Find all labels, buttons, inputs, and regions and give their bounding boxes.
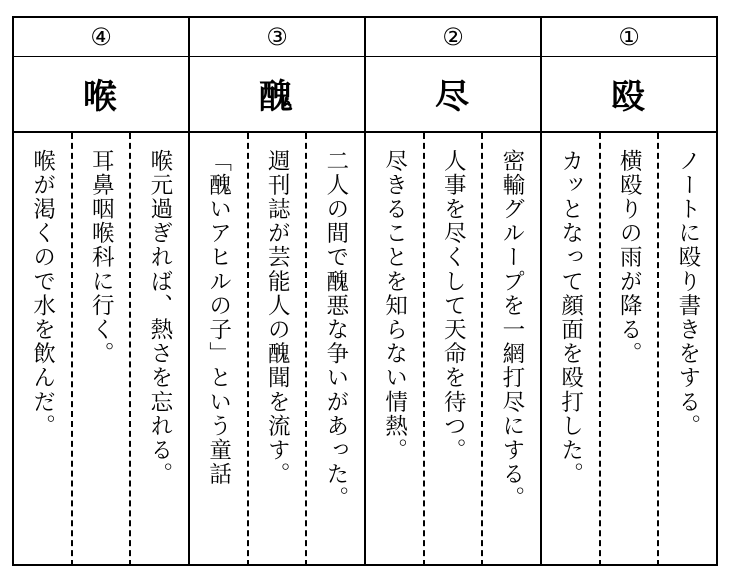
sentence-cell — [659, 133, 716, 566]
sentence-text: 週刊誌が芸能人の醜聞を流す。 — [264, 149, 291, 487]
column-sentences-4 — [14, 133, 188, 566]
column-number-1: ① — [618, 23, 640, 51]
column-sentences-1 — [542, 133, 716, 566]
sentence-cell — [131, 133, 188, 566]
sentence-cell — [601, 133, 660, 566]
sentence-text: 二人の間で醜悪な争いがあった。 — [322, 149, 349, 511]
sentence-text: ノートに殴り書きをする。 — [674, 149, 701, 439]
sentence-text: 人事を尽くして天命を待つ。 — [440, 149, 467, 463]
sentence-cell — [190, 133, 249, 566]
sentence-cell — [425, 133, 484, 566]
sentence-cell — [542, 133, 601, 566]
sentence-text: 喉元過ぎれば、熱さを忘れる。 — [146, 149, 173, 487]
sentence-text: 横殴りの雨が降る。 — [616, 149, 643, 366]
sentence-text: 「醜いアヒルの子」という童話 — [205, 149, 232, 487]
column-sentences-2 — [366, 133, 540, 566]
sentence-text: 耳鼻咽喉科に行く。 — [88, 149, 115, 366]
sentence-cell — [249, 133, 308, 566]
column-number-4: ④ — [90, 23, 112, 51]
column-number-2: ② — [442, 23, 464, 51]
sentence-cell — [73, 133, 132, 566]
sentence-cell — [307, 133, 364, 566]
sentence-text: 密輸グループを一網打尽にする。 — [498, 149, 525, 511]
sentence-text: カッとなって顔面を殴打した。 — [557, 149, 584, 487]
sentence-text: 喉が渇くので水を飲んだ。 — [29, 149, 56, 439]
sentence-cell — [366, 133, 425, 566]
sentence-text: 尽きることを知らない情熱。 — [381, 149, 408, 463]
column-kanji-3: 醜 — [259, 77, 295, 117]
column-sentences-3 — [190, 133, 364, 566]
kanji-worksheet-table — [12, 16, 718, 566]
column-kanji-1: 殴 — [611, 77, 647, 117]
sentence-cell — [14, 133, 73, 566]
column-kanji-4: 喉 — [83, 77, 119, 117]
column-kanji-2: 尽 — [435, 77, 471, 117]
sentence-cell — [483, 133, 540, 566]
column-number-3: ③ — [266, 23, 288, 51]
